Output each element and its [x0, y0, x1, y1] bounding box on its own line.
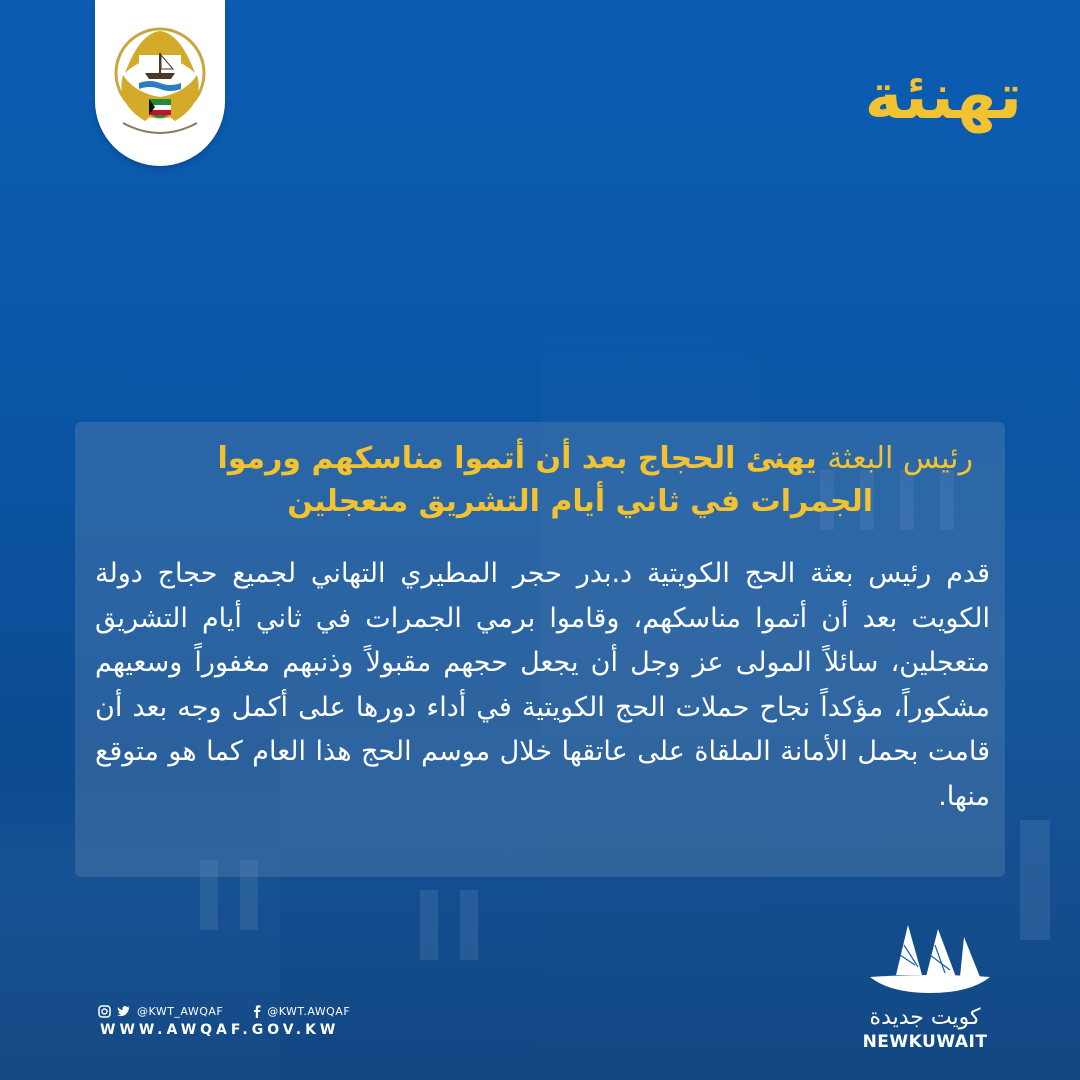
brand-english-name: NEWKUWAIT: [862, 1032, 988, 1052]
headline-lead: رئيس البعثة: [827, 441, 973, 476]
footer-social: [98, 1003, 350, 1019]
facebook-handle[interactable]: @KWT.AWQAF: [267, 1004, 351, 1018]
website-link[interactable]: WWW.AWQAF.GOV.KW: [100, 1022, 340, 1038]
ministry-emblem-icon: [105, 13, 215, 153]
ministry-logo-badge: [95, 0, 225, 166]
headline-line1: يهنئ الحجاج بعد أن أتموا مناسكهم ورموا: [217, 441, 817, 476]
instagram-twitter-handle[interactable]: @KWT_AWQAF: [137, 1004, 224, 1018]
body-text: قدم رئيس بعثة الحج الكويتية د.بدر حجر المطيري التهاني لجميع حجاج دولة الكويت بعد أن أتموا مناسكهم، وقاموا برمي الجمرات في ثاني أيام التشريق متعجلين، سائلاً المولى عز وجل أن يجعل حجهم مقبولاً وذنبهم مغفوراً وسعيهم مشكوراً، مؤكداً نجاح حملات الحج الكويتية في أداء دورها على أكمل وجه بعد أن قامت بحمل الأمانة الملقاة على عاتقها خلال موسم الحج هذا العام كما هو متوقع منها.: [95, 558, 990, 812]
page-title: تهنئة: [864, 60, 1022, 134]
brand-arabic-name: كويت جديدة: [869, 1005, 981, 1030]
headline: [113, 437, 973, 523]
instagram-icon: [98, 1005, 111, 1018]
facebook-icon: [253, 1005, 261, 1018]
headline-line2: الجمرات في ثاني أيام التشريق متعجلين: [287, 484, 873, 519]
twitter-icon: [117, 1005, 131, 1017]
